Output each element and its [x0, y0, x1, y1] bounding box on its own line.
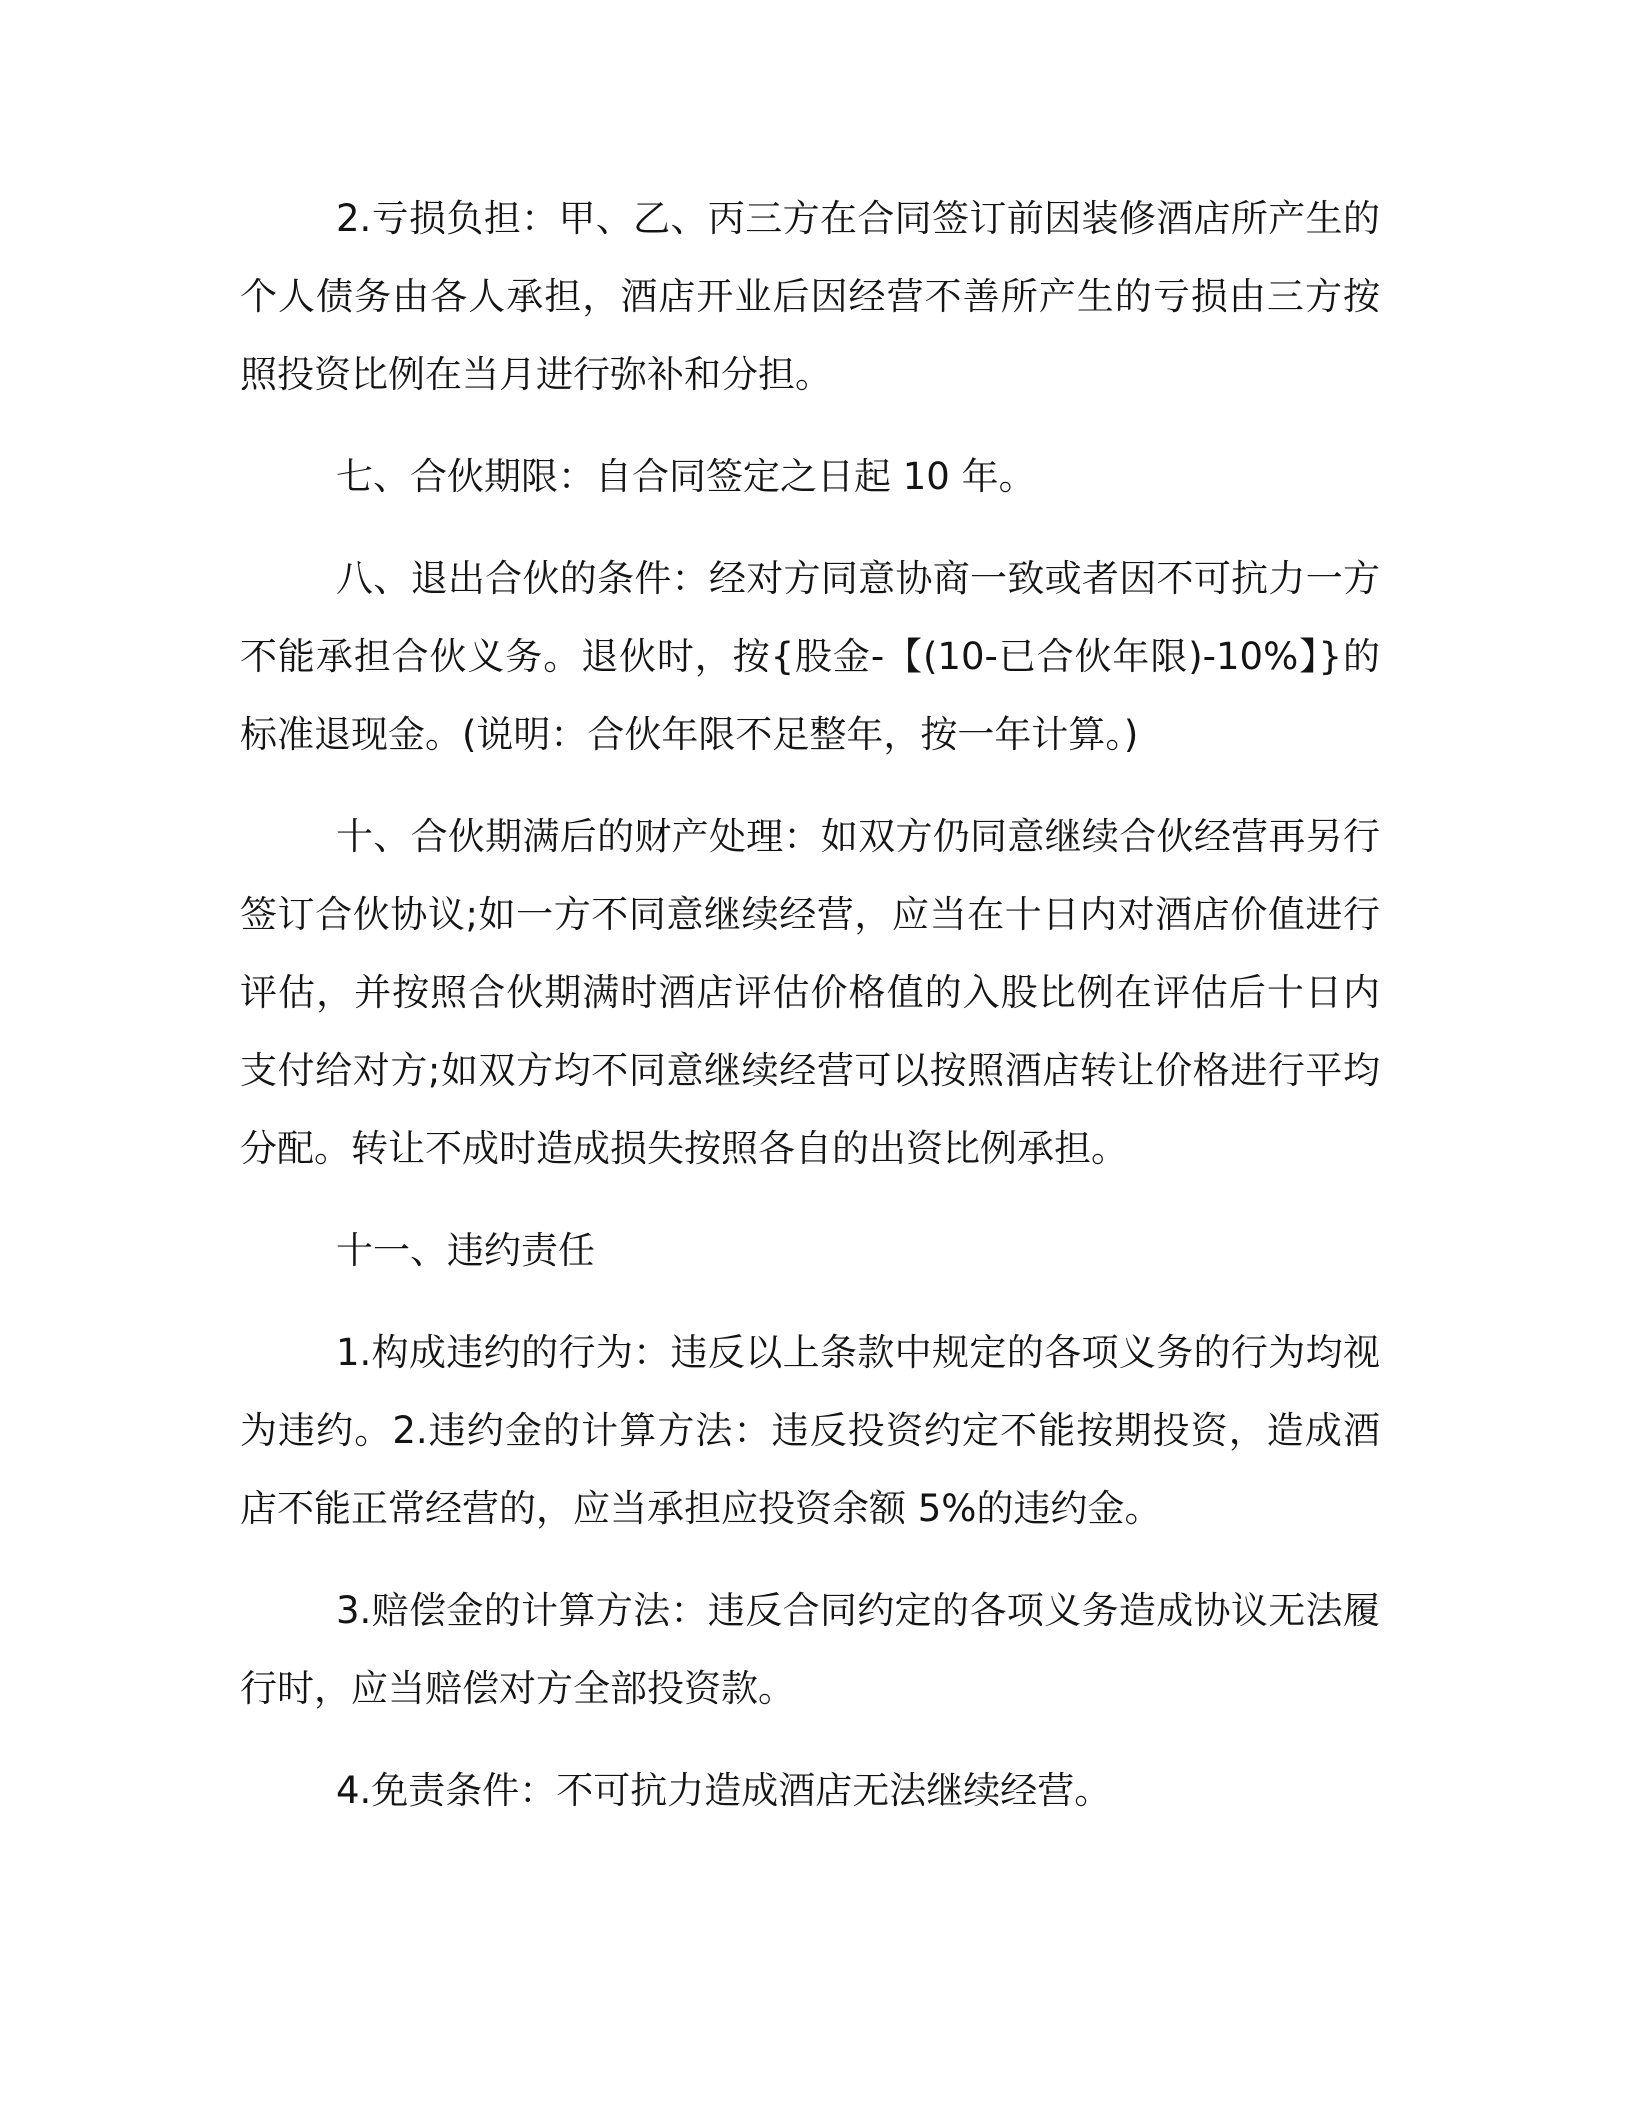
paragraph-exemption: 4.免责条件：不可抗力造成酒店无法继续经营。	[336, 1769, 1112, 1812]
paragraph-breach-penalty: 1.构成违约的行为：违反以上条款中规定的各项义务的行为均视为违约。2.违约金的计算方法：违反投资约定不能按期投资，造成酒店不能正常经营的，应当承担应投资余额 5%的违约金。	[240, 1331, 1380, 1530]
paragraph-partnership-term: 七、合伙期限：自合同签定之日起 10 年。	[336, 455, 1036, 498]
paragraph-loss-bearing: 2.亏损负担：甲、乙、丙三方在合同签订前因装修酒店所产生的个人债务由各人承担，酒店开业后因经营不善所产生的亏损由三方按照投资比例在当月进行弥补和分担。	[240, 197, 1380, 396]
paragraph-breach-heading: 十一、违约责任	[336, 1229, 595, 1272]
paragraph-property-handling: 十、合伙期满后的财产处理：如双方仍同意继续合伙经营再另行签订合伙协议;如一方不同意继续经营，应当在十日内对酒店价值进行评估，并按照合伙期满时酒店评估价格值的入股比例在评估后十日内支付给对方;如双方均不同意继续经营可以按照酒店转让价格进行平均分配。转让不成时造成损失按照各自的出资比例承担。	[240, 815, 1380, 1170]
document-body	[240, 180, 1380, 1854]
paragraph-compensation: 3.赔偿金的计算方法：违反合同约定的各项义务造成协议无法履行时，应当赔偿对方全部投资款。	[240, 1589, 1380, 1710]
paragraph-withdrawal-conditions: 八、退出合伙的条件：经对方同意协商一致或者因不可抗力一方不能承担合伙义务。退伙时，按{股金-【(10-已合伙年限)-10%】}的标准退现金。(说明：合伙年限不足整年，按一年计算。)	[240, 557, 1380, 756]
